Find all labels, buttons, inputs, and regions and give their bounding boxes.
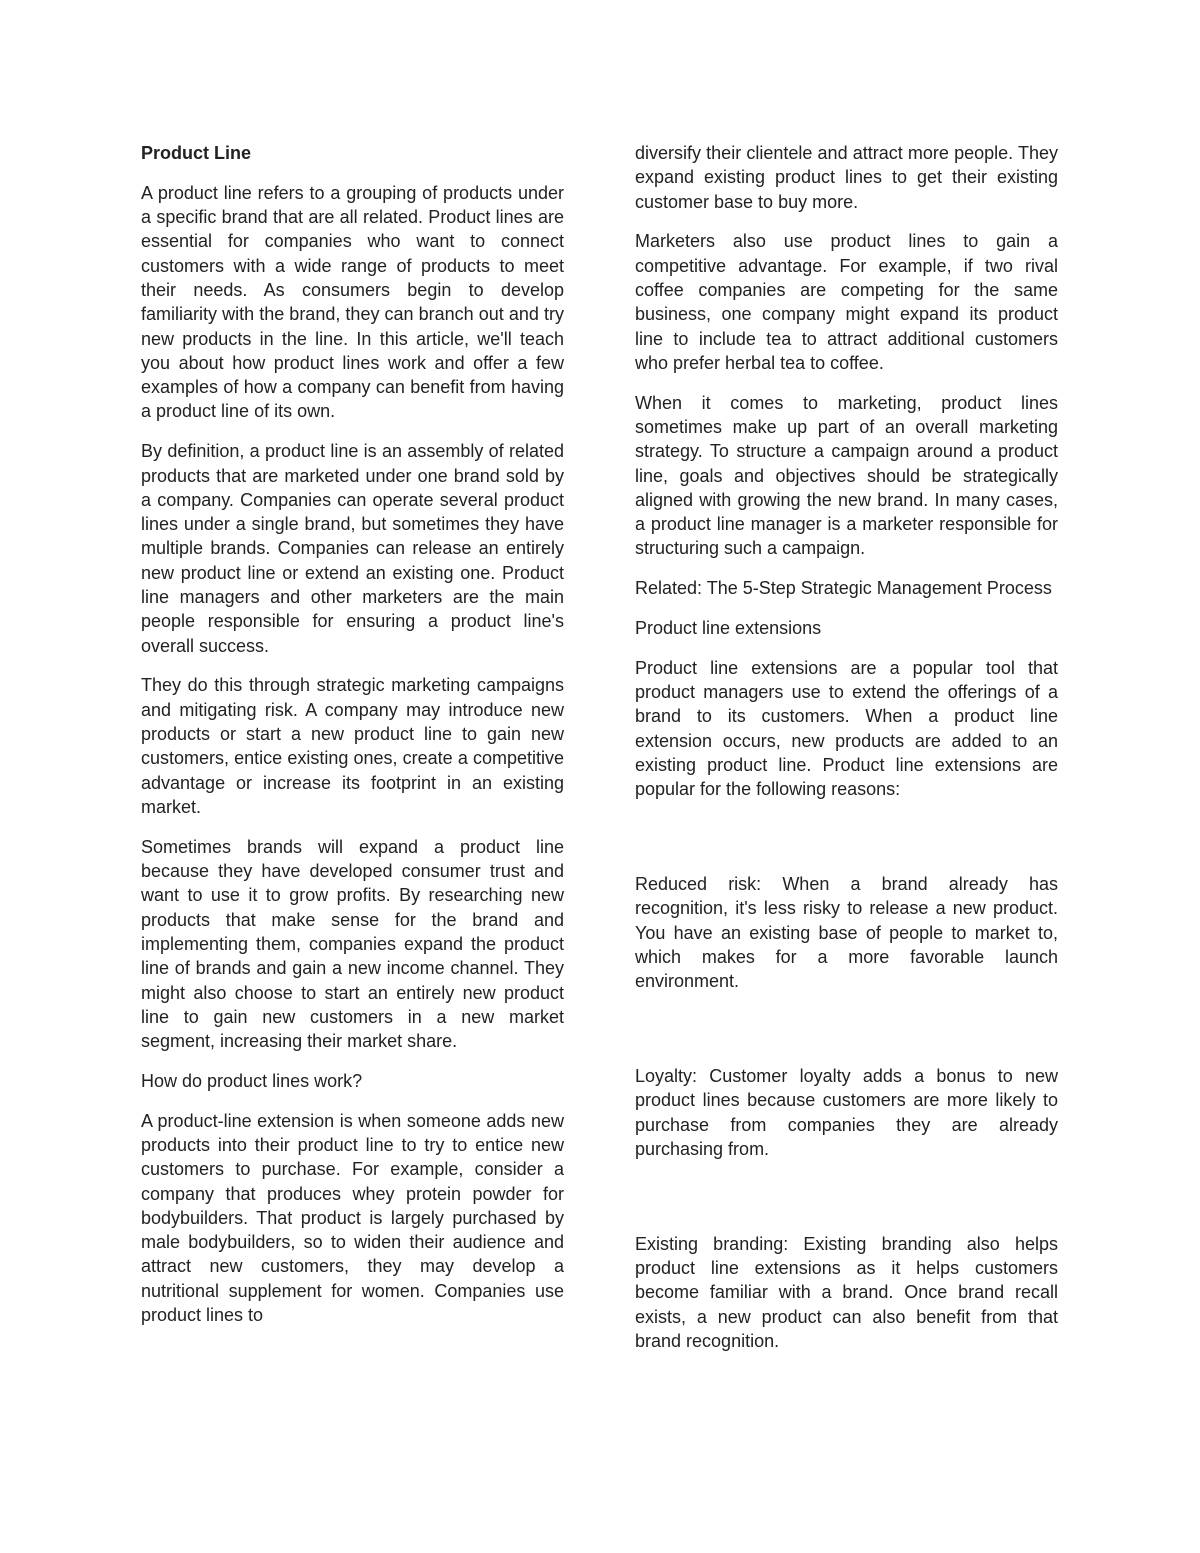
left-column — [141, 141, 564, 1343]
spacer — [635, 1009, 1058, 1064]
paragraph-reduced-risk: Reduced risk: When a brand already has recognition, it's less risky to release a new product. You have an existing base of people to market to, which makes for a more favorable launch environment. — [635, 874, 1058, 992]
paragraph-existing-branding: Existing branding: Existing branding also helps product line extensions as it helps customers become familiar with a brand. Once brand recall exists, a new product can also benefit from that brand recognition. — [635, 1233, 1058, 1351]
spacer — [635, 817, 1058, 872]
paragraph-extensions: Product line extensions are a popular tool that product managers use to extend the offerings of a brand to its customers. When a product line extension occurs, new products are added to an existing product line. Product line extensions are popular for the following reasons: — [635, 657, 1058, 800]
related-link-text: Related: The 5-Step Strategic Management Process — [635, 578, 1052, 599]
subheading-how-work: How do product lines work? — [141, 1070, 363, 1091]
spacer — [635, 1177, 1058, 1232]
paragraph-definition: By definition, a product line is an assembly of related products that are marketed under one brand sold by a company. Companies can operate several product lines under a single brand, but sometimes they have multiple brands. Companies can release an entirely new product line or extend an existing one. Product line managers and other marketers are the main people responsible for ensuring a product line's overall success. — [141, 441, 564, 656]
document-heading: Product Line — [141, 143, 252, 163]
paragraph-marketing: When it comes to marketing, product lines sometimes make up part of an overall marketing strategy. To structure a campaign around a product line, goals and objectives should be strategically aligned with growing the new brand. In many cases, a product line manager is a marketer responsible for structuring such a campaign. — [635, 392, 1058, 559]
paragraph-intro: A product line refers to a grouping of products under a specific brand that are all related. Product lines are essential for companies who want to connect customers with a wide range of products to meet their needs. As consumers begin to develop familiarity with the brand, they can branch out and try new products in the line. In this article, we'll teach you about how product lines work and offer a few examples of how a company can benefit from having a product line of its own. — [141, 182, 564, 422]
paragraph-diversify: diversify their clientele and attract more people. They expand existing product lines to get their existing customer base to buy more. — [635, 143, 1058, 212]
paragraph-competitive: Marketers also use product lines to gain a competitive advantage. For example, if two rival coffee companies are competing for the same business, one company might expand its product line to include tea to attract additional customers who prefer herbal tea to coffee. — [635, 231, 1058, 373]
paragraph-strategy: They do this through strategic marketing campaigns and mitigating risk. A company may introduce new products or start a new product line to gain new customers, entice existing ones, create a competitive advantage or increase its footprint in an existing market. — [141, 675, 564, 817]
paragraph-loyalty: Loyalty: Customer loyalty adds a bonus to new product lines because customers are more likely to purchase from companies they are already purchasing from. — [635, 1066, 1058, 1159]
paragraph-extension-example: A product-line extension is when someone adds new products into their product line to try to entice new customers to purchase. For example, consider a company that produces whey protein powder for bodybuilders. That product is largely purchased by male bodybuilders, so to widen their audience and attract new customers, they may develop a nutritional supplement for women. Companies use product lines to — [141, 1110, 564, 1326]
paragraph-expansion: Sometimes brands will expand a product line because they have developed consumer trust and want to use it to grow profits. By researching new products that make sense for the brand and implementing them, companies expand the product line of brands and gain a new income channel. They might also choose to start an entirely new product line to gain new customers in a new market segment, increasing their market share. — [141, 836, 564, 1052]
right-column — [635, 141, 1058, 1369]
subheading-extensions: Product line extensions — [635, 618, 822, 639]
